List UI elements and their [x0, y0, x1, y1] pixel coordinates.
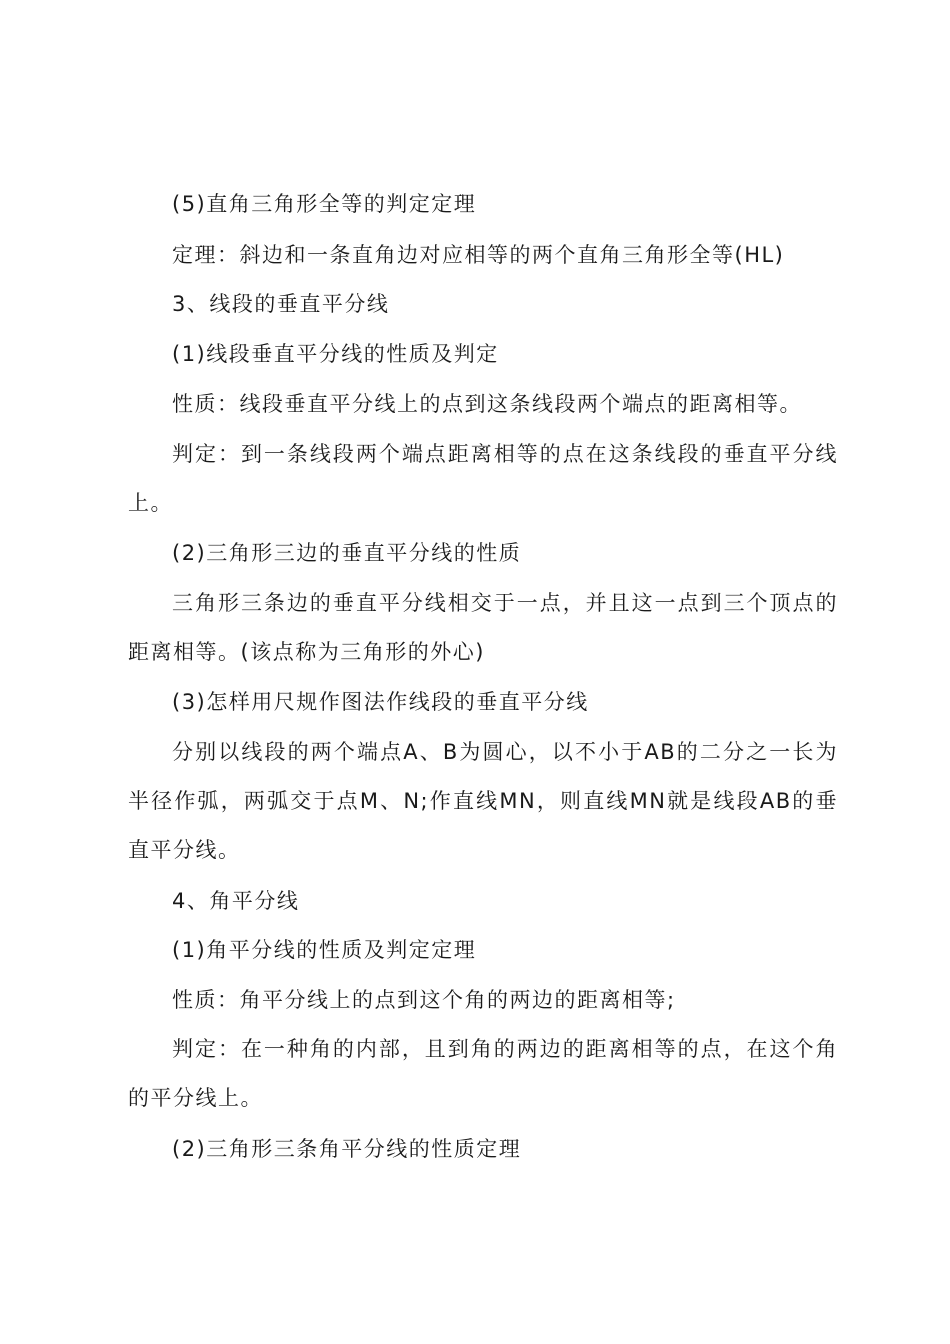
paragraph-hl-theorem: 定理：斜边和一条直角边对应相等的两个直角三角形全等(HL): [172, 243, 785, 267]
paragraph-angle-judgement: 判定：在一种角的内部，且到角的两边的距离相等的点，在这个角的平分线上。: [128, 1037, 838, 1110]
paragraph-heading-3: (3)怎样用尺规作图法作线段的垂直平分线: [172, 690, 589, 714]
paragraph-heading-2: (2)三角形三边的垂直平分线的性质: [172, 541, 522, 565]
paragraph-property: 性质：线段垂直平分线上的点到这条线段两个端点的距离相等。: [172, 392, 802, 416]
paragraph-judgement: 判定：到一条线段两个端点距离相等的点在这条线段的垂直平分线上。: [128, 442, 838, 515]
paragraph-heading-5: (5)直角三角形全等的判定定理: [172, 192, 477, 216]
paragraph-circumcenter: 三角形三条边的垂直平分线相交于一点，并且这一点到三个顶点的距离相等。(该点称为三角形的外心): [128, 591, 838, 664]
paragraph-angle-heading-1: (1)角平分线的性质及判定定理: [172, 938, 477, 962]
paragraph-angle-heading-2: (2)三角形三条角平分线的性质定理: [172, 1137, 522, 1161]
section-heading-4: 4、角平分线: [172, 889, 300, 913]
paragraph-heading-1: (1)线段垂直平分线的性质及判定: [172, 342, 499, 366]
paragraph-angle-property: 性质：角平分线上的点到这个角的两边的距离相等;: [172, 988, 676, 1012]
section-heading-3: 3、线段的垂直平分线: [172, 292, 390, 316]
paragraph-construction: 分别以线段的两个端点A、B为圆心，以不小于AB的二分之一长为半径作弧，两弧交于点M、N;作直线MN，则直线MN就是线段AB的垂直平分线。: [128, 740, 838, 862]
